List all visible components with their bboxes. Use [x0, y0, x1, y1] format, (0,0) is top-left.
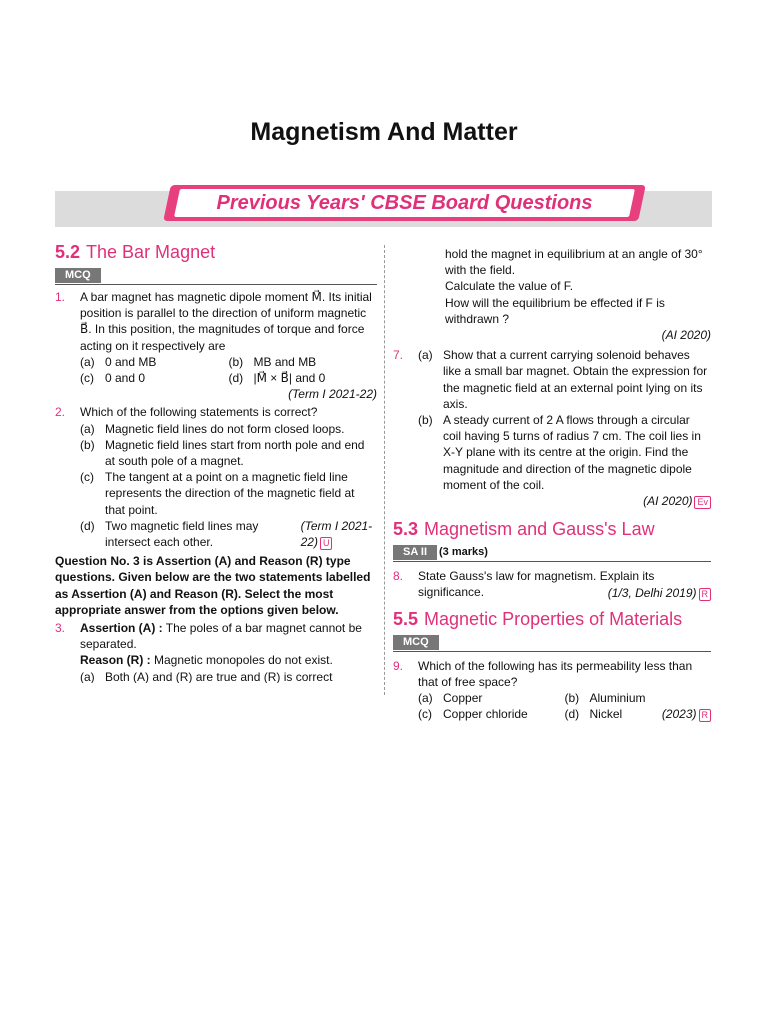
- option: (a) 0 and MB: [80, 354, 157, 369]
- badge-evaluate: Ev: [694, 496, 711, 509]
- question-1-source: (Term I 2021-22): [288, 387, 377, 402]
- option: (d) |M⃗ × B⃗| and 0: [228, 371, 326, 386]
- question-1: 1. A bar magnet has magnetic dipole moment M⃗. Its initial position is parallel to the direction of uniform magnetic B⃗. In this position, the magnitudes of torque and force acting on it respectively are (a) 0 and MB (b) MB and MB (c) 0 and 0 (d) |M⃗ × B⃗| and 0 (Term I 2021-22): [55, 290, 377, 402]
- sa2-tag-row: [393, 545, 711, 562]
- left-column: [55, 240, 377, 685]
- question-2: 2. Which of the following statements is correct? (a) Magnetic field lines do not form closed loops. (b) Magnetic field lines start from north pole and end at south pole of a magnet. (c) The tangent at a point on a magnetic field line represents the direction of the magnetic field at that point. (d) Two magnetic field lines may intersect each other. (Term I 2021-22) U: [55, 404, 377, 550]
- question-8: 8. State Gauss's law for magnetism. Explain its significance. (1/3, Delhi 2019) R: [393, 568, 711, 601]
- question-9: 9. Which of the following has its permeability less than that of free space? (a) Copper (b) Aluminium (c) Copper chloride (d) Nickel (2023) R: [393, 658, 711, 723]
- question-2-source: (Term I 2021-22) U: [300, 518, 373, 550]
- option: (b) Magnetic field lines start from north pole and end at south pole of a magnet.: [80, 437, 365, 469]
- option: (b) MB and MB: [228, 354, 317, 369]
- question-9-source: (2023) R: [662, 706, 711, 722]
- assertion-instructions: Question No. 3 is Assertion (A) and Reason (R) type questions. Given below are the two statements labelled as Assertion (A) and Reason (R). Select the most appropriate answer from the options given below.: [55, 554, 371, 617]
- question-7-part-b: (b) A steady current of 2 A flows through a circular coil having 5 turns of radius 7 cm. The coil lies in X-Y plane with its centre at the origin. Find the magnitude and direction of the magnetic dipole moment of the coil.: [418, 413, 701, 492]
- section-heading-5-3: 5.3 Magnetism and Gauss's Law: [393, 519, 655, 540]
- marks-note: (3 marks): [439, 546, 488, 559]
- mcq-tag: MCQ: [55, 268, 101, 283]
- option: (c) 0 and 0: [80, 371, 146, 386]
- banner-text: Previous Years' CBSE Board Questions: [216, 192, 593, 214]
- page-title: Magnetism And Matter: [250, 118, 518, 146]
- badge-understand: U: [320, 537, 333, 550]
- option: (a) Copper: [418, 691, 483, 706]
- option: (d) Two magnetic field lines may intersect each other. (Term I 2021-22) U: [80, 518, 377, 550]
- mcq-tag: MCQ: [393, 635, 439, 650]
- option: (a) Magnetic field lines do not form closed loops.: [80, 421, 345, 436]
- column-divider: [384, 245, 385, 695]
- question-7-source: (AI 2020) Ev: [418, 493, 711, 509]
- question-3-assertion: Assertion (A) : The poles of a bar magnet cannot be separated.: [80, 621, 362, 652]
- option: (d) Nickel (2023) R: [565, 706, 712, 722]
- badge-remember: R: [699, 588, 712, 601]
- badge-remember: R: [699, 709, 712, 722]
- question-8-source: (1/3, Delhi 2019) R: [418, 585, 711, 601]
- section-banner: [55, 185, 712, 227]
- mcq-tag-row-2: [393, 635, 711, 652]
- question-7: 7. (a) Show that a current carrying solenoid behaves like a small bar magnet. Obtain the expression for the magnetic field at an external point lying on its axis. (b) A steady current of 2 A flows through a circular coil having 5 turns of radius 7 cm. The coil lies in X-Y plane with its centre at the origin. Find the magnitude and direction of the magnetic dipole moment of the coil. (AI 2020) Ev: [393, 347, 711, 509]
- question-1-text: A bar magnet has magnetic dipole moment M⃗. Its initial position is parallel to the direction of uniform magnetic B⃗. In this position, the magnitudes of torque and force acting on it respectively are: [80, 290, 372, 353]
- option: (a) Both (A) and (R) are true and (R) is correct: [80, 669, 333, 683]
- option: (c) Copper chloride: [418, 707, 528, 722]
- question-7-part-a: (a) Show that a current carrying solenoid behaves like a small bar magnet. Obtain the expression for the magnetic field at an external point lying on its axis.: [418, 348, 708, 411]
- question-6-continuation: hold the magnet in equilibrium at an angle of 30° with the field. Calculate the value of F. How will the equilibrium be effected if F is withdrawn ? (AI 2020): [445, 247, 711, 343]
- question-9-options: [418, 690, 711, 722]
- sa2-tag: SA II: [393, 545, 437, 560]
- right-column: [393, 246, 711, 725]
- option: (b) Aluminium: [564, 691, 646, 706]
- question-2-text: Which of the following statements is correct?: [80, 405, 318, 420]
- question-3: 3. Assertion (A) : The poles of a bar magnet cannot be separated. Reason (R) : Magnetic monopoles do not exist. (a) Both (A) and (R) are true and (R) is correct: [55, 620, 377, 683]
- section-heading-5-2: 5.2 The Bar Magnet: [55, 242, 216, 262]
- question-3-reason: Reason (R) : Magnetic monopoles do not exist.: [80, 653, 333, 668]
- option: (c) The tangent at a point on a magnetic field line represents the direction of the magnetic field at that point.: [80, 470, 355, 517]
- section-heading-5-5: 5.5 Magnetic Properties of Materials: [393, 608, 683, 629]
- question-1-options: [80, 354, 377, 386]
- mcq-tag-row: [55, 268, 377, 285]
